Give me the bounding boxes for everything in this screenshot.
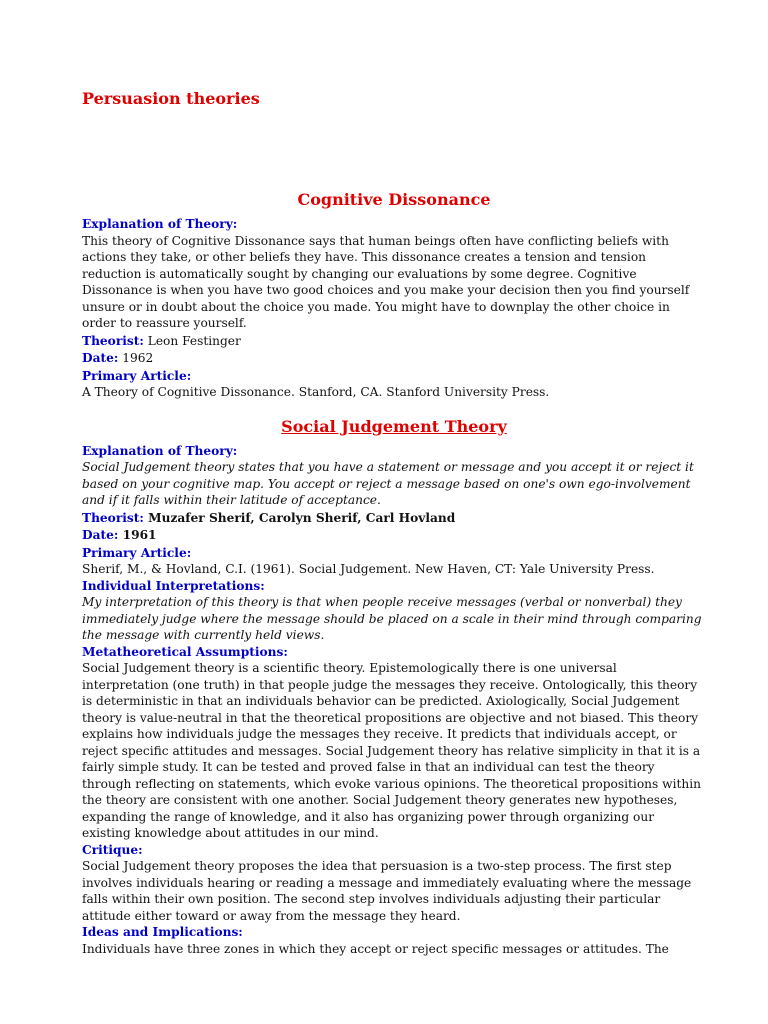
ideas-implications-text: Individuals have three zones in which they accept or reject specific messages or attitudes. The <box>82 941 669 956</box>
theorist-row <box>82 510 702 527</box>
theorist-label: Theorist: <box>82 333 144 348</box>
metatheoretical-assumptions-text: Social Judgement theory is a scientific theory. Epistemologically there is one universal interpretation (one truth) in that people judge the messages they receive. Ontologically, this theory is deterministic in that an individuals behavior can be predicted. Axiologically, Social Judgement theory is value-neutral in that the theoretical propositions are objective and not biased. This theory explains how individuals judge the messages they receive. It predicts that individuals accept, or reject specific attitudes and messages. Social Judgement theory has relative simplicity in that it is a fairly simple study. It can be tested and proved false in that an individual can test the theory through reflecting on statements, which evoke various opinions. The theoretical propositions within the theory are consistent with one another. Social Judgement theory generates new hypotheses, expanding the range of knowledge, and it also has organizing power through organizing our existing knowledge about attitudes in our mind. <box>82 661 701 840</box>
date-label: Date: <box>82 528 119 542</box>
critique-label: Critique: <box>82 842 143 857</box>
theorist-value: Leon Festinger <box>147 333 241 348</box>
section-heading-cognitive-dissonance: Cognitive Dissonance <box>297 190 491 209</box>
theorist-label: Theorist: <box>82 510 144 525</box>
primary-article-label: Primary Article: <box>82 368 192 383</box>
ideas-implications-label: Ideas and Implications: <box>82 925 243 939</box>
theorist-row <box>82 333 702 350</box>
section-gap <box>82 401 702 415</box>
section-heading-social-judgement: Social Judgement Theory <box>281 416 507 436</box>
theorist-value: Muzafer Sherif, Carolyn Sherif, Carl Hovland <box>148 510 456 525</box>
explanation-text: Social Judgement theory states that you have a statement or message and you accept it or reject it based on your cognitive map. You accept or reject a message based on one's own ego-involvement and if it falls within their latitude of acceptance. <box>82 460 694 507</box>
individual-interpretations-label: Individual Interpretations: <box>82 578 265 593</box>
date-label: Date: <box>82 351 119 365</box>
primary-article-text: Sherif, M., & Hovland, C.I. (1961). Social Judgement. New Haven, CT: Yale University Press. <box>82 562 655 576</box>
date-row <box>82 527 702 544</box>
explanation-label: Explanation of Theory: <box>82 443 238 458</box>
individual-interpretations-text: My interpretation of this theory is that when people receive messages (verbal or nonverbal) they immediately judge where the message should be placed on a scale in their mind through comparing the message with currently held views. <box>82 595 702 642</box>
primary-article-text: A Theory of Cognitive Dissonance. Stanford, CA. Stanford University Press. <box>82 385 550 399</box>
section-social-judgement <box>82 415 702 958</box>
explanation-text: This theory of Cognitive Dissonance says that human beings often have conflicting beliefs with actions they take, or other beliefs they have. This dissonance creates a tension and tension reduction is automatically sought by changing our evaluations by some degree. Cognitive Dissonance is when you have two good choices and you make your decision then you find yourself unsure or in doubt about the choice you made. You might have to downplay the other choice in order to reassure yourself. <box>82 233 690 330</box>
critique-text: Social Judgement theory proposes the idea that persuasion is a two-step process. The first step involves individuals hearing or reading a message and immediately evaluating where the message falls within their own position. The second step involves individuals adjusting their particular attitude either toward or away from the message they heard. <box>82 859 692 923</box>
section-cognitive-dissonance <box>82 188 702 401</box>
explanation-label: Explanation of Theory: <box>82 217 238 231</box>
date-value: 1962 <box>122 351 154 365</box>
metatheoretical-assumptions-label: Metatheoretical Assumptions: <box>82 644 288 659</box>
date-value: 1961 <box>122 528 157 542</box>
document-content <box>82 188 702 957</box>
document-title: Persuasion theories <box>82 89 260 108</box>
date-row <box>82 350 702 367</box>
primary-article-label: Primary Article: <box>82 545 192 560</box>
